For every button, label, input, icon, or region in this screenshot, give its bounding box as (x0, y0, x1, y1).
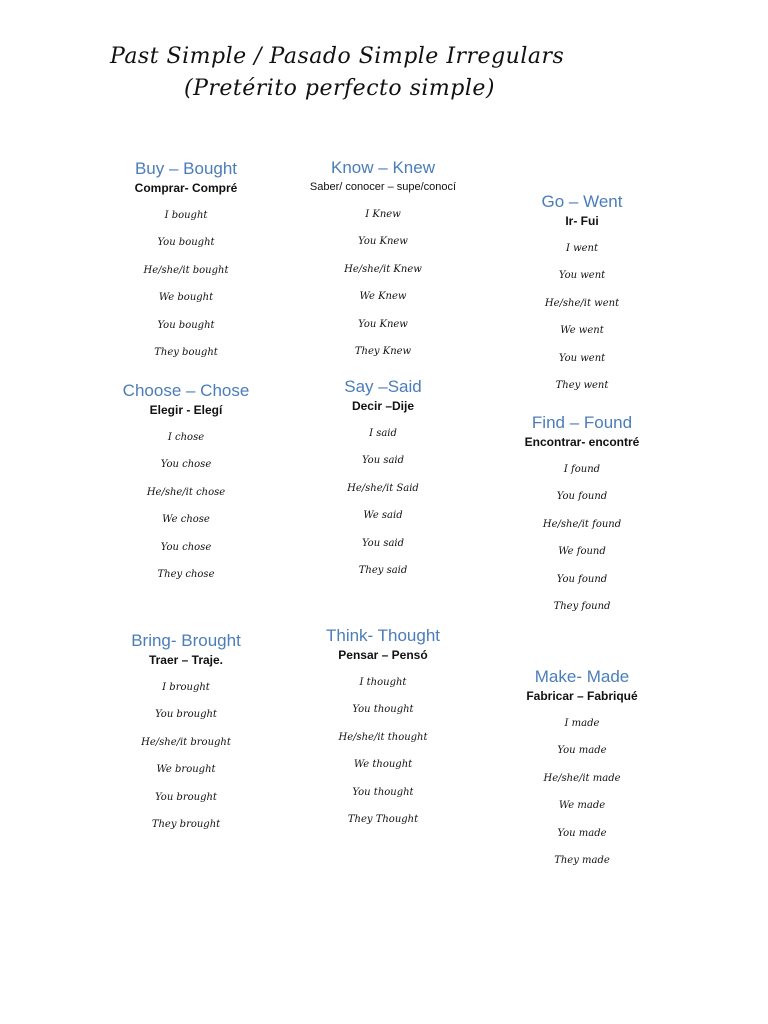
conjugation-item: We went (560, 325, 604, 337)
conjugation-item: They found (553, 601, 611, 613)
verb-heading: Choose – Chose (122, 381, 250, 400)
verb-heading: Buy – Bought (134, 159, 238, 178)
conjugation-item: We said (363, 510, 403, 522)
verb-translation: Saber/ conocer – supe/conocí (309, 181, 457, 193)
conjugation-item: He/she/it Said (347, 482, 419, 494)
conjugation-item: You Knew (358, 318, 408, 330)
conjugation-item: I said (369, 428, 397, 439)
conjugation-item: They Thought (347, 814, 419, 826)
verb-block-say (278, 376, 488, 584)
conjugation-list (81, 202, 291, 366)
page-subtitle: (Pretérito perfecto simple) (184, 76, 496, 101)
conjugation-item: I made (564, 718, 600, 729)
conjugation-item: I chose (167, 432, 205, 443)
verb-translation: Traer – Traje. (148, 653, 224, 667)
verb-heading: Find – Found (531, 413, 633, 432)
conjugation-item: You bought (157, 319, 215, 331)
conjugation-item: He/she/it thought (338, 731, 428, 743)
verb-heading: Think- Thought (325, 626, 441, 645)
conjugation-item: We chose (162, 514, 210, 526)
verb-translation: Decir –Dije (351, 399, 415, 413)
conjugation-item: You chose (160, 459, 212, 471)
conjugation-item: You went (558, 352, 606, 364)
conjugation-item: You made (557, 745, 607, 757)
conjugation-item: They said (358, 565, 408, 577)
conjugation-item: You Knew (358, 236, 408, 248)
conjugation-list (477, 235, 687, 399)
conjugation-item: He/she/it bought (143, 264, 229, 276)
verb-heading: Make- Made (534, 667, 630, 686)
conjugation-item: I Knew (365, 209, 401, 220)
verb-translation: Elegir - Elegí (149, 403, 223, 417)
conjugation-item: You found (556, 491, 608, 503)
conjugation-item: We bought (158, 292, 214, 304)
conjugation-item: They chose (157, 569, 215, 581)
conjugation-item: They made (554, 855, 610, 867)
conjugation-item: He/she/it made (543, 772, 621, 784)
conjugation-list (81, 424, 291, 588)
conjugation-item: You brought (155, 709, 217, 721)
conjugation-item: He/she/it found (542, 518, 622, 530)
verb-translation: Ir- Fui (565, 214, 599, 228)
conjugation-item: We Knew (359, 291, 407, 303)
conjugation-item: We made (558, 800, 606, 812)
conjugation-item: They bought (154, 347, 218, 359)
conjugation-item: He/she/it went (544, 297, 620, 309)
conjugation-item: I found (563, 464, 601, 475)
conjugation-item: You bought (157, 237, 215, 249)
conjugation-list (477, 456, 687, 620)
verb-heading: Go – Went (541, 192, 623, 211)
conjugation-item: You made (557, 827, 607, 839)
verb-translation: Fabricar – Fabriqué (526, 689, 638, 703)
verb-block-think (278, 625, 488, 833)
verb-block-buy (81, 158, 291, 366)
conjugation-item: You thought (352, 704, 414, 716)
conjugation-list (278, 420, 488, 584)
verb-block-find (477, 412, 687, 620)
verb-block-go (477, 191, 687, 399)
page-title: Past Simple / Pasado Simple Irregulars (110, 44, 565, 69)
verb-heading: Know – Knew (331, 158, 435, 177)
conjugation-item: You said (361, 537, 405, 549)
conjugation-item: He/she/it chose (146, 486, 226, 498)
conjugation-list (477, 710, 687, 874)
conjugation-item: We brought (156, 764, 216, 776)
conjugation-item: I brought (162, 682, 210, 693)
conjugation-item: They went (555, 380, 609, 392)
verb-heading: Say –Said (344, 377, 422, 396)
verb-block-choose (81, 380, 291, 588)
conjugation-item: They Knew (354, 346, 412, 358)
verb-translation: Encontrar- encontré (524, 435, 640, 449)
verb-block-know (278, 157, 488, 365)
conjugation-item: They brought (151, 819, 221, 831)
conjugation-item: We found (558, 546, 606, 558)
conjugation-item: You brought (155, 791, 217, 803)
verb-heading: Bring- Brought (131, 631, 241, 650)
conjugation-item: I thought (359, 677, 407, 688)
conjugation-item: You chose (160, 541, 212, 553)
conjugation-item: You thought (352, 786, 414, 798)
verb-block-make (477, 666, 687, 874)
conjugation-list (81, 674, 291, 838)
conjugation-item: We thought (353, 759, 413, 771)
conjugation-item: He/she/it brought (141, 736, 231, 748)
verb-translation: Comprar- Compré (134, 181, 238, 195)
conjugation-item: I bought (164, 210, 208, 221)
conjugation-item: He/she/it Knew (344, 263, 422, 275)
conjugation-list (278, 669, 488, 833)
conjugation-item: You found (556, 573, 608, 585)
verb-translation: Pensar – Pensó (338, 648, 428, 662)
conjugation-item: I went (565, 243, 599, 254)
conjugation-list (278, 201, 488, 365)
verb-block-bring (81, 630, 291, 838)
conjugation-item: You said (361, 455, 405, 467)
conjugation-item: You went (558, 270, 606, 282)
